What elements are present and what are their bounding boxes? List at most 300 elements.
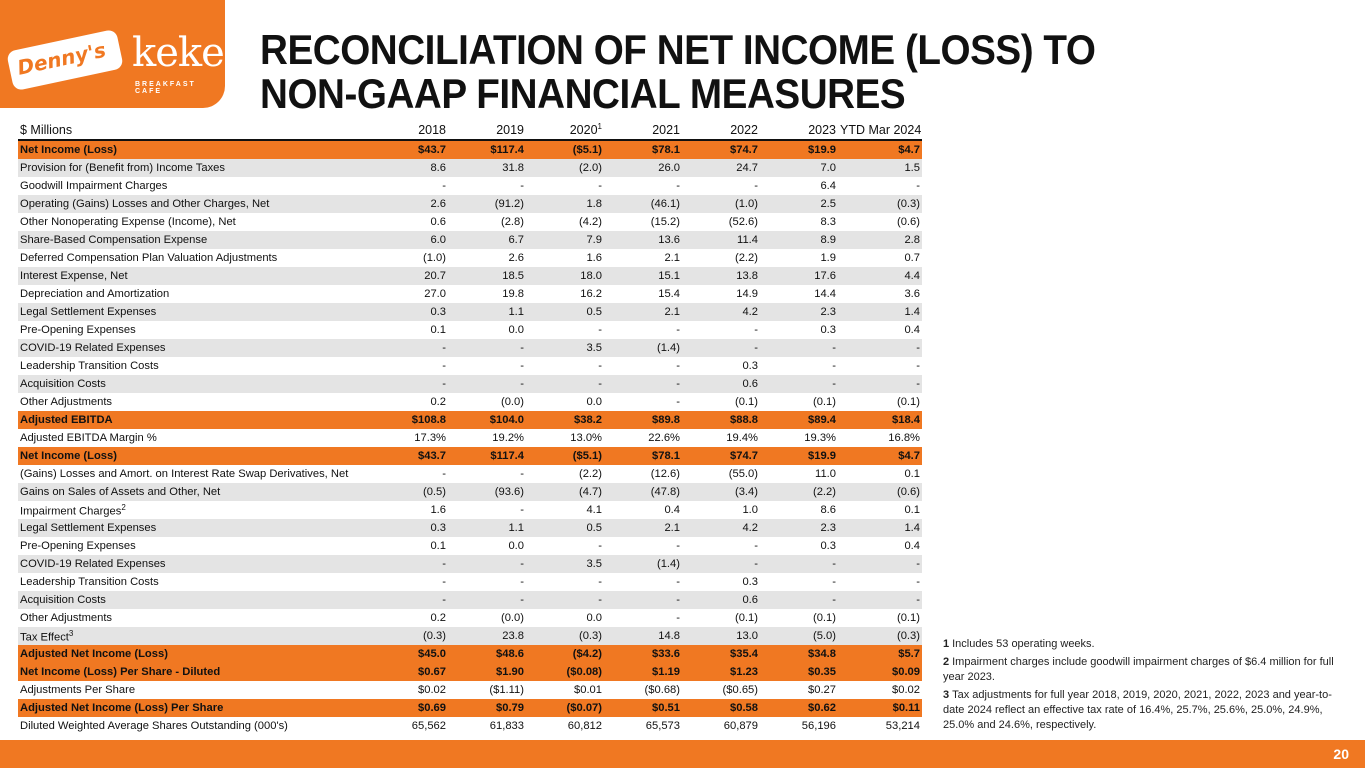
cell-value: 0.0 <box>508 540 524 552</box>
table-row <box>18 159 922 177</box>
cell-value: 1.6 <box>430 504 446 516</box>
cell-value: 19.4% <box>726 432 758 444</box>
cell-value: ($0.08) <box>566 666 602 678</box>
cell-value: 1.6 <box>586 252 602 264</box>
cell-value: (2.2) <box>578 468 602 480</box>
cell-value: - <box>520 180 524 192</box>
cell-value: - <box>598 360 602 372</box>
row-label <box>18 357 370 375</box>
cell-value: $35.4 <box>730 648 758 660</box>
cell-value: 0.0 <box>586 396 602 408</box>
cell-value: (4.2) <box>578 216 602 228</box>
cell-value: $117.4 <box>490 450 524 462</box>
cell-value: (0.1) <box>734 612 758 624</box>
cell-value: - <box>916 576 920 588</box>
cell-value: - <box>832 576 836 588</box>
cell-value: 0.5 <box>586 306 602 318</box>
row-label <box>18 591 370 609</box>
cell-value: - <box>676 612 680 624</box>
cell-value: (0.3) <box>422 630 446 642</box>
cell-value: 0.6 <box>742 378 758 390</box>
cell-value: - <box>676 180 680 192</box>
cell-value: - <box>598 540 602 552</box>
row-label <box>18 339 370 357</box>
cell-value: - <box>520 558 524 570</box>
row-label-text: Interest Expense, Net <box>20 270 128 282</box>
footnote-marker: 1 <box>597 122 602 132</box>
cell-value: $0.62 <box>808 702 836 714</box>
cell-value: $1.19 <box>652 666 680 678</box>
cell-value: 60,812 <box>567 720 602 732</box>
row-label <box>18 213 370 231</box>
cell-value: 0.6 <box>742 594 758 606</box>
cell-value: 0.3 <box>742 576 758 588</box>
row-label <box>18 231 370 249</box>
cell-value: $19.9 <box>808 450 836 462</box>
cell-value: - <box>520 468 524 480</box>
cell-value: $1.23 <box>730 666 758 678</box>
cell-value: - <box>442 576 446 588</box>
cell-value: (12.6) <box>650 468 680 480</box>
cell-value: 3.5 <box>586 342 602 354</box>
cell-value: (2.0) <box>578 162 602 174</box>
cell-value: 53,214 <box>885 720 920 732</box>
cell-value: 0.1 <box>430 540 446 552</box>
cell-value: 7.0 <box>820 162 836 174</box>
cell-value: - <box>832 360 836 372</box>
row-label <box>18 573 370 591</box>
footnote <box>943 688 1353 733</box>
cell-value: $18.4 <box>892 414 920 426</box>
cell-value: $33.6 <box>652 648 680 660</box>
cell-value: 4.4 <box>904 270 920 282</box>
cell-value: 24.7 <box>736 162 758 174</box>
footer-bar <box>0 740 1365 768</box>
row-label-text: Pre-Opening Expenses <box>20 324 136 336</box>
cell-value: 0.0 <box>586 612 602 624</box>
cell-value: (1.4) <box>656 342 680 354</box>
row-label-text: Leadership Transition Costs <box>20 360 159 372</box>
cell-value: (0.3) <box>896 198 920 210</box>
row-label <box>18 195 370 213</box>
cell-value: 14.4 <box>814 288 836 300</box>
cell-value: 14.9 <box>736 288 758 300</box>
cell-value: (0.1) <box>734 396 758 408</box>
table-row <box>18 375 922 393</box>
row-label-text: Provision for (Benefit from) Income Taxes <box>20 162 225 174</box>
row-label <box>18 663 370 681</box>
cell-value: 6.7 <box>508 234 524 246</box>
row-label <box>18 465 370 483</box>
table-row <box>18 465 922 483</box>
cell-value: 0.3 <box>430 522 446 534</box>
column-header <box>526 121 604 140</box>
cell-value: - <box>442 180 446 192</box>
footnote-text: Includes 53 operating weeks. <box>952 638 1095 650</box>
cell-value: $0.02 <box>418 684 446 696</box>
cell-value: - <box>676 324 680 336</box>
cell-value: 4.1 <box>586 504 602 516</box>
table-row <box>18 537 922 555</box>
column-header: 2019 <box>448 121 526 140</box>
row-label-text: Other Adjustments <box>20 612 113 624</box>
cell-value: (15.2) <box>650 216 680 228</box>
cell-value: (0.3) <box>578 630 602 642</box>
cell-value: $0.02 <box>892 684 920 696</box>
cell-value: ($5.1) <box>572 450 602 462</box>
cell-value: 2.1 <box>664 522 680 534</box>
cell-value: 0.1 <box>904 504 920 516</box>
cell-value: 8.9 <box>820 234 836 246</box>
cell-value: - <box>442 378 446 390</box>
cell-value: (0.3) <box>896 630 920 642</box>
cell-value: - <box>676 576 680 588</box>
cell-value: - <box>754 558 758 570</box>
row-label-text: Acquisition Costs <box>20 378 106 390</box>
row-label-text: Adjusted Net Income (Loss) Per Share <box>20 702 224 714</box>
cell-value: 1.8 <box>586 198 602 210</box>
cell-value: (0.1) <box>896 612 920 624</box>
kekes-logo-text: keke's <box>132 30 254 76</box>
cell-value: - <box>832 558 836 570</box>
highlight-row <box>18 140 922 159</box>
reconciliation-table <box>18 121 922 735</box>
cell-value: - <box>832 594 836 606</box>
cell-value: (2.2) <box>812 486 836 498</box>
cell-value: 13.6 <box>658 234 680 246</box>
cell-value: - <box>520 594 524 606</box>
cell-value: (93.6) <box>494 486 524 498</box>
cell-value: - <box>520 360 524 372</box>
cell-value: $0.51 <box>652 702 680 714</box>
cell-value: 13.0 <box>736 630 758 642</box>
row-label <box>18 681 370 699</box>
row-label-text: COVID-19 Related Expenses <box>20 342 166 354</box>
cell-value: $0.09 <box>892 666 920 678</box>
row-label <box>18 429 370 447</box>
highlight-row <box>18 447 922 465</box>
table-row <box>18 231 922 249</box>
cell-value: - <box>520 342 524 354</box>
row-label-text: COVID-19 Related Expenses <box>20 558 166 570</box>
cell-value: 11.0 <box>815 468 836 480</box>
column-header-text: 2020 <box>569 123 598 138</box>
cell-value: - <box>442 360 446 372</box>
footnote-text: Tax adjustments for full year 2018, 2019, 2020, 2021, 2022, 2023 and year-to-date 2024 reflect an effective tax rate of 16.4%, 25.7%, 25.6%, 25.0%, 24.9%, 25.0% and 24.6%, respectively. <box>943 689 1332 731</box>
cell-value: - <box>832 378 836 390</box>
row-label <box>18 140 370 159</box>
row-label-text: Leadership Transition Costs <box>20 576 159 588</box>
table-row <box>18 267 922 285</box>
cell-value: $43.7 <box>418 450 446 462</box>
row-label-text: Adjusted Net Income (Loss) <box>20 648 168 660</box>
cell-value: 13.0% <box>570 432 602 444</box>
cell-value: 11.4 <box>737 234 758 246</box>
cell-value: (55.0) <box>728 468 758 480</box>
cell-value: $19.9 <box>808 144 836 156</box>
cell-value: - <box>676 540 680 552</box>
cell-value: - <box>832 342 836 354</box>
cell-value: - <box>916 360 920 372</box>
cell-value: (0.5) <box>422 486 446 498</box>
cell-value: $89.4 <box>808 414 836 426</box>
cell-value: (0.1) <box>812 396 836 408</box>
cell-value: 0.3 <box>430 306 446 318</box>
cell-value: $0.58 <box>730 702 758 714</box>
cell-value: 16.2 <box>580 288 602 300</box>
row-label <box>18 627 370 645</box>
cell-value: - <box>598 594 602 606</box>
cell-value: 14.8 <box>658 630 680 642</box>
cell-value: 0.0 <box>508 324 524 336</box>
cell-value: ($0.65) <box>722 684 758 696</box>
cell-value: (46.1) <box>650 198 680 210</box>
cell-value: 7.9 <box>586 234 602 246</box>
cell-value: $104.0 <box>489 414 524 426</box>
row-label-text: Depreciation and Amortization <box>20 288 170 300</box>
cell-value: (5.0) <box>812 630 836 642</box>
cell-value: 0.3 <box>820 540 836 552</box>
row-label-text: Tax Effect <box>20 631 69 644</box>
cell-value: (1.0) <box>734 198 758 210</box>
cell-value: 18.0 <box>580 270 602 282</box>
footnotes <box>943 637 1353 736</box>
row-label <box>18 249 370 267</box>
cell-value: 6.4 <box>820 180 836 192</box>
cell-value: - <box>676 396 680 408</box>
cell-value: ($5.1) <box>572 144 602 156</box>
cell-value: 2.5 <box>820 198 836 210</box>
row-label-text: Net Income (Loss) <box>20 144 117 156</box>
cell-value: $89.8 <box>652 414 680 426</box>
footnote-number: 2 <box>943 656 950 668</box>
cell-value: 0.4 <box>664 504 680 516</box>
table-row <box>18 591 922 609</box>
cell-value: 18.5 <box>502 270 524 282</box>
cell-value: 0.4 <box>904 540 920 552</box>
row-label-text: (Gains) Losses and Amort. on Interest Rate Swap Derivatives, Net <box>20 468 349 480</box>
table-row <box>18 429 922 447</box>
row-label-text: Impairment Charges <box>20 505 122 518</box>
cell-value: - <box>754 540 758 552</box>
cell-value: $88.8 <box>730 414 758 426</box>
cell-value: 0.3 <box>742 360 758 372</box>
table-header-row <box>18 121 922 140</box>
row-label-text: Deferred Compensation Plan Valuation Adjustments <box>20 252 278 264</box>
column-header: 2021 <box>604 121 682 140</box>
cell-value: 1.4 <box>904 306 920 318</box>
table-row <box>18 717 922 735</box>
cell-value: 23.8 <box>502 630 524 642</box>
cell-value: 61,833 <box>489 720 524 732</box>
cell-value: - <box>754 180 758 192</box>
cell-value: 0.4 <box>904 324 920 336</box>
cell-value: 65,562 <box>411 720 446 732</box>
row-label <box>18 375 370 393</box>
cell-value: ($0.68) <box>644 684 680 696</box>
cell-value: 8.3 <box>820 216 836 228</box>
footnote-marker: 2 <box>121 502 126 512</box>
cell-value: $78.1 <box>652 144 680 156</box>
highlight-row <box>18 699 922 717</box>
cell-value: - <box>916 558 920 570</box>
cell-value: - <box>916 342 920 354</box>
cell-value: (0.1) <box>812 612 836 624</box>
cell-value: 1.9 <box>820 252 836 264</box>
table-row <box>18 519 922 537</box>
cell-value: (3.4) <box>734 486 758 498</box>
cell-value: 15.4 <box>658 288 680 300</box>
cell-value: $45.0 <box>418 648 446 660</box>
cell-value: 0.1 <box>430 324 446 336</box>
cell-value: 2.6 <box>430 198 446 210</box>
brand-logo-panel <box>0 0 254 108</box>
table-row <box>18 285 922 303</box>
highlight-row <box>18 645 922 663</box>
cell-value: 4.2 <box>742 306 758 318</box>
cell-value: $78.1 <box>652 450 680 462</box>
cell-value: ($4.2) <box>572 648 602 660</box>
cell-value: 1.4 <box>904 522 920 534</box>
cell-value: (0.0) <box>500 612 524 624</box>
table-row <box>18 501 922 519</box>
cell-value: 0.7 <box>904 252 920 264</box>
table-row <box>18 357 922 375</box>
row-label <box>18 501 370 519</box>
row-label-text: Legal Settlement Expenses <box>20 522 157 534</box>
footnote-number: 3 <box>943 689 950 701</box>
cell-value: 56,196 <box>801 720 836 732</box>
cell-value: (2.2) <box>734 252 758 264</box>
cell-value: $0.35 <box>808 666 836 678</box>
cell-value: 2.1 <box>664 252 680 264</box>
kekes-logo <box>132 30 254 100</box>
cell-value: - <box>598 324 602 336</box>
cell-value: $34.8 <box>808 648 836 660</box>
cell-value: (91.2) <box>494 198 524 210</box>
cell-value: 1.1 <box>508 522 524 534</box>
cell-value: $4.7 <box>898 450 920 462</box>
cell-value: - <box>520 378 524 390</box>
row-label-text: Gains on Sales of Assets and Other, Net <box>20 486 221 498</box>
row-label <box>18 285 370 303</box>
header-label: $ Millions <box>18 121 370 140</box>
row-label-text: Share-Based Compensation Expense <box>20 234 208 246</box>
cell-value: 26.0 <box>658 162 680 174</box>
cell-value: $0.69 <box>418 702 446 714</box>
row-label-text: Pre-Opening Expenses <box>20 540 136 552</box>
cell-value: - <box>916 378 920 390</box>
column-header: 2022 <box>682 121 760 140</box>
row-label-text: Other Adjustments <box>20 396 113 408</box>
table-row <box>18 303 922 321</box>
footnote <box>943 655 1353 685</box>
cell-value: - <box>598 378 602 390</box>
page-number: 20 <box>1333 746 1349 762</box>
row-label <box>18 555 370 573</box>
table-row <box>18 177 922 195</box>
cell-value: 65,573 <box>645 720 680 732</box>
row-label <box>18 177 370 195</box>
cell-value: 2.8 <box>904 234 920 246</box>
cell-value: - <box>916 594 920 606</box>
dennys-logo-text: Denny's <box>15 37 108 80</box>
cell-value: - <box>520 504 524 516</box>
cell-value: - <box>520 576 524 588</box>
row-label-text: Goodwill Impairment Charges <box>20 180 168 192</box>
footnote-marker: 3 <box>68 628 74 638</box>
table-body <box>18 140 922 735</box>
cell-value: - <box>442 594 446 606</box>
cell-value: 1.1 <box>508 306 524 318</box>
cell-value: 4.2 <box>742 522 758 534</box>
kekes-logo-subtitle: BREAKFAST CAFE <box>135 81 196 95</box>
row-label <box>18 699 370 717</box>
cell-value: 0.3 <box>820 324 836 336</box>
cell-value: - <box>442 342 446 354</box>
cell-value: $108.8 <box>411 414 446 426</box>
cell-value: - <box>916 180 920 192</box>
table-row <box>18 681 922 699</box>
row-label-text: Net Income (Loss) Per Share - Diluted <box>20 666 221 678</box>
cell-value: - <box>754 324 758 336</box>
cell-value: ($0.07) <box>566 702 602 714</box>
cell-value: $1.90 <box>496 666 524 678</box>
cell-value: (2.8) <box>500 216 524 228</box>
row-label-text: Operating (Gains) Losses and Other Charges, Net <box>20 198 270 210</box>
row-label <box>18 609 370 627</box>
table-row <box>18 627 922 645</box>
cell-value: (1.0) <box>422 252 446 264</box>
cell-value: $0.01 <box>574 684 602 696</box>
cell-value: 2.3 <box>820 522 836 534</box>
cell-value: 20.7 <box>424 270 446 282</box>
cell-value: $74.7 <box>730 144 758 156</box>
cell-value: 17.6 <box>814 270 836 282</box>
column-header: 2018 <box>370 121 448 140</box>
cell-value: 3.6 <box>904 288 920 300</box>
cell-value: 0.6 <box>430 216 446 228</box>
footnote <box>943 637 1353 652</box>
cell-value: - <box>442 468 446 480</box>
cell-value: (47.8) <box>650 486 680 498</box>
cell-value: 0.2 <box>430 612 446 624</box>
cell-value: - <box>442 558 446 570</box>
cell-value: 31.8 <box>502 162 524 174</box>
row-label <box>18 645 370 663</box>
cell-value: $0.27 <box>808 684 836 696</box>
cell-value: 1.0 <box>742 504 758 516</box>
cell-value: 60,879 <box>723 720 758 732</box>
row-label <box>18 267 370 285</box>
cell-value: (0.6) <box>896 216 920 228</box>
table-row <box>18 609 922 627</box>
row-label <box>18 537 370 555</box>
cell-value: ($1.11) <box>489 684 524 696</box>
cell-value: $0.11 <box>892 702 920 714</box>
cell-value: 13.8 <box>736 270 758 282</box>
cell-value: 27.0 <box>424 288 446 300</box>
highlight-row <box>18 411 922 429</box>
row-label <box>18 519 370 537</box>
cell-value: (1.4) <box>656 558 680 570</box>
row-label <box>18 447 370 465</box>
cell-value: (0.6) <box>896 486 920 498</box>
table-row <box>18 555 922 573</box>
row-label-text: Acquisition Costs <box>20 594 106 606</box>
column-header: YTD Mar 2024 <box>838 121 922 140</box>
row-label <box>18 717 370 735</box>
